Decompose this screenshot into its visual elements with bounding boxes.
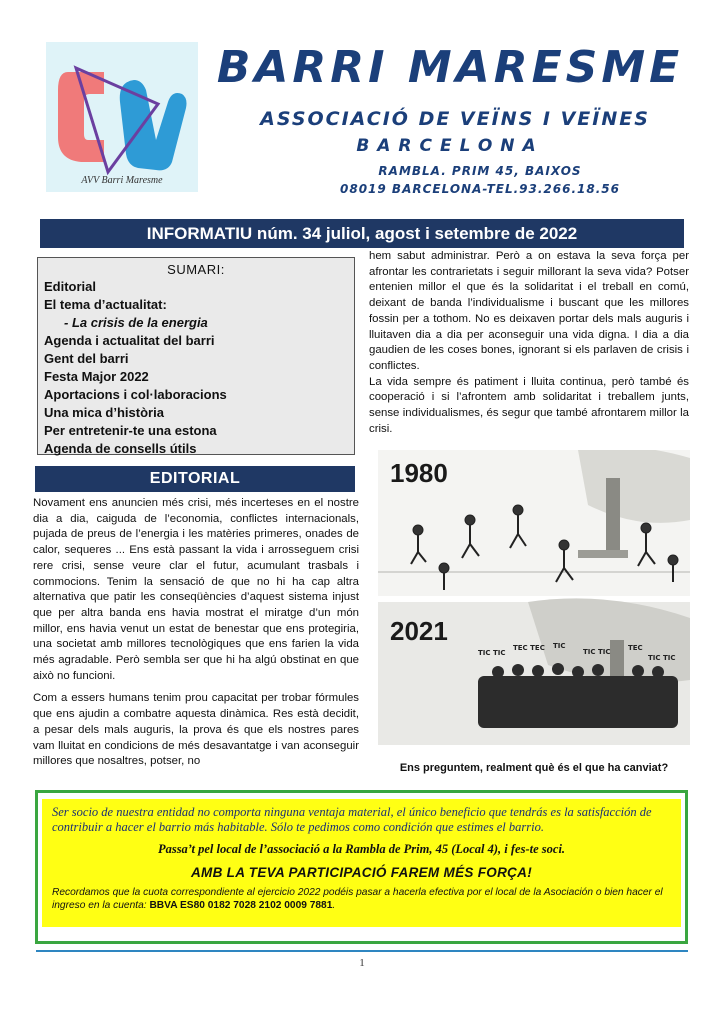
logo-caption: AVV Barri Maresme <box>81 175 163 186</box>
membership-box-inner <box>42 799 681 927</box>
membership-slogan: AMB LA TEVA PARTICIPACIÓ FAREM MÉS FORÇA! <box>190 865 533 880</box>
bank-account: BBVA ES80 0182 7028 2102 0009 7881 <box>149 900 333 911</box>
address <box>275 162 685 198</box>
logo-blue-shape <box>120 80 187 170</box>
summary-item: Per entretenir-te una estona <box>44 423 217 438</box>
editorial-paragraph: Novament ens anuncien més crisi, més incerteses en el nostre dia a dia, caiguda de l’economia, conflictes internacionals, pujada de preus de l’energia i les matèries primeres, onades de calor, sequeres ... Ens està passant la vida i arrosseguem crisi rere crisi, sense veure clar el futur, acumulant trasbals i commocions. Tenim la sensació de que no hi ha cap altra alternativa que patir les conseqüències d’aquest sistema injust que per altra banda ens havia mostrat el miratge d’un món millor, ens havia venut un estat de benestar que ens protegiria, una societat amb millores tecnològiques que ens farien la vida més agradable. Però sembla ser que hi ha algú obstinat en que això no funcioni. <box>33 497 359 682</box>
association-logo <box>46 42 198 192</box>
cartoon-drawing <box>378 450 690 745</box>
year-label-2021: 2021 <box>390 616 448 646</box>
newsletter-title: BARRI MARESME <box>216 42 684 93</box>
tic-label: TIC TIC <box>478 649 506 657</box>
cartoon-caption: Ens preguntem, realment què és el que ha canviat? <box>399 762 669 774</box>
summary-subitem: - La crisis de la energia <box>64 315 208 330</box>
cartoon-image <box>378 450 690 745</box>
membership-box <box>35 790 688 944</box>
summary-item: Festa Major 2022 <box>44 369 149 384</box>
logo-graphic <box>46 42 198 192</box>
editorial-paragraph: hem sabut administrar. Però a on estava la seva força per afrontar les contrarietats i seguir millorant la seva vida? Potser entenien millor el que és la solidaritat i el treball en comú, deixant de banda l’individualisme i buscant que les millores fossin per a tothom. No es deixaven portar dels mals auguris i lluitaven dia a dia per aconseguir una vida digna. I dia a dia gaudien de les coses bones, ignorant si els parlaven de crisis i conflictes. <box>369 250 689 372</box>
page-number: 1 <box>359 957 365 969</box>
address-line-1: RAMBLA. PRIM 45, BAIXOS <box>378 164 582 178</box>
membership-invite: Passa’t pel local de l’associació a la Rambla de Prim, 45 (Local 4), i fes-te soci. <box>157 842 566 856</box>
summary-item: Aportacions i col·laboracions <box>44 387 227 402</box>
footer-divider <box>36 950 688 952</box>
summary-item: Agenda de consells útils <box>44 441 197 456</box>
summary-title: SUMARI: <box>167 262 225 277</box>
editorial-heading: EDITORIAL <box>35 466 355 492</box>
summary-item: Una mica d’història <box>44 405 164 420</box>
membership-fee-note <box>52 886 671 912</box>
tic-label: TIC <box>553 642 566 650</box>
masthead <box>215 42 685 198</box>
editorial-paragraph: La vida sempre és patiment i lluita continua, però també és cooperació i si l’afrontem amb solidaritat i treballem junts, sense individualismes, és segur que també afrontarem millor la crisi. <box>369 375 689 435</box>
fee-note-suffix: . <box>332 900 336 911</box>
address-line-2: 08019 BARCELONA-TEL.93.266.18.56 <box>340 182 620 196</box>
tic-label: TEC TEC <box>513 644 545 652</box>
association-name: ASSOCIACIÓ DE VEÏNS I VEÏNES <box>260 108 650 130</box>
city-name: BARCELONA <box>356 136 544 156</box>
editorial-left-column <box>33 496 359 777</box>
summary-item: Gent del barri <box>44 351 129 366</box>
summary-item: Agenda i actualitat del barri <box>44 333 215 348</box>
tic-label: TEC <box>628 644 643 652</box>
year-label-1980: 1980 <box>390 458 448 488</box>
summary-box <box>37 257 355 455</box>
membership-text: Ser socio de nuestra entidad no comporta ninguna ventaja material, el único beneficio que tendrás es la satisfacción de contribuir a hacer el barrio más habitable. Sólo te pedimos como condición que estimes el barrio. <box>52 805 652 834</box>
tic-label: TIC TIC <box>583 648 611 656</box>
summary-item: El tema d’actualitat: <box>44 297 167 312</box>
issue-banner: INFORMATIU núm. 34 juliol, agost i setembre de 2022 <box>40 219 684 248</box>
summary-item: Editorial <box>44 279 97 294</box>
editorial-paragraph: Com a essers humans tenim prou capacitat per trobar fórmules que ens ajudin a combatre aquesta dinàmica. Res està decidit, a pesar dels mals auguris, la prova és que els nostres pares vam lluitat en condicions de més desavantatge i van aconseguir millores que nosaltres, potser, no <box>33 692 359 768</box>
summary-list <box>44 278 348 458</box>
editorial-right-column <box>369 249 689 437</box>
fee-note-text: Recordamos que la cuota correspondiente al ejercicio 2022 podéis pasar a hacerla efectiva por el local de la Asociación o bien hacer el ingreso en la cuenta: <box>52 887 663 911</box>
tic-label: TIC TIC <box>648 654 676 662</box>
